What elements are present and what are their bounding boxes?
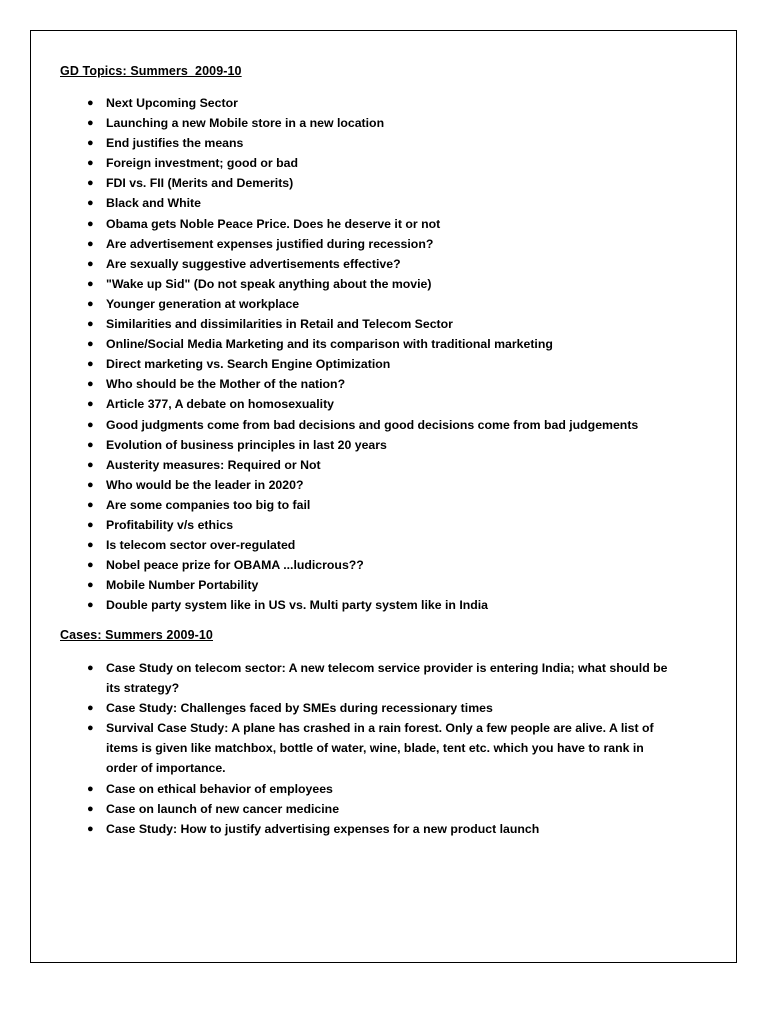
bullet-icon: ● <box>87 579 94 592</box>
item-text: Are sexually suggestive advertisements effective? <box>106 256 401 271</box>
gd-topic-item <box>0 173 768 193</box>
gd-topic-item <box>0 234 768 254</box>
bullet-icon: ● <box>87 297 94 310</box>
bullet-icon: ● <box>87 177 94 190</box>
item-text: Case Study on telecom sector: A new telecom service provider is entering India; what should be its strategy? <box>106 661 668 696</box>
gd-topic-item <box>0 394 768 414</box>
gd-topic-item <box>0 515 768 535</box>
bullet-icon: ● <box>87 438 94 451</box>
gd-topic-item <box>0 334 768 354</box>
gd-topic-item <box>0 455 768 475</box>
gd-topic-item <box>0 214 768 234</box>
gd-topic-item <box>0 153 768 173</box>
gd-topics-heading: GD Topics: Summers_2009-10 <box>60 64 242 78</box>
gd-topic-item <box>0 354 768 374</box>
item-text: Online/Social Media Marketing and its comparison with traditional marketing <box>106 337 553 352</box>
item-text: "Wake up Sid" (Do not speak anything about the movie) <box>106 276 432 291</box>
item-text: Direct marketing vs. Search Engine Optimization <box>106 357 391 372</box>
item-text: Survival Case Study: A plane has crashed in a rain forest. Only a few people are alive. A list of items is given like matchbox, bottle of water, wine, blade, tent etc. which you have to rank in order of importance. <box>106 721 654 776</box>
bullet-icon: ● <box>87 559 94 572</box>
bullet-icon: ● <box>87 318 94 331</box>
bullet-icon: ● <box>87 478 94 491</box>
item-text: Is telecom sector over-regulated <box>106 538 296 553</box>
gd-topic-item <box>0 535 768 555</box>
cases-list <box>0 658 768 839</box>
gd-topic-item <box>0 254 768 274</box>
item-text: Case on ethical behavior of employees <box>106 781 333 796</box>
item-text: FDI vs. FII (Merits and Demerits) <box>106 176 294 191</box>
bullet-icon: ● <box>87 358 94 371</box>
item-text: Younger generation at workplace <box>106 296 300 311</box>
bullet-icon: ● <box>87 197 94 210</box>
item-text: Obama gets Noble Peace Price. Does he deserve it or not <box>106 216 441 231</box>
gd-topic-item <box>0 555 768 575</box>
gd-topic-item <box>0 495 768 515</box>
item-text: Are advertisement expenses justified during recession? <box>106 236 434 251</box>
gd-topic-item <box>0 193 768 213</box>
bullet-icon: ● <box>87 539 94 552</box>
case-item <box>0 779 768 799</box>
item-text: Who should be the Mother of the nation? <box>106 377 346 392</box>
bullet-icon: ● <box>87 117 94 130</box>
bullet-icon: ● <box>87 418 94 431</box>
item-text: Article 377, A debate on homosexuality <box>106 397 335 412</box>
item-text: Launching a new Mobile store in a new location <box>106 116 385 131</box>
item-text: Similarities and dissimilarities in Retail and Telecom Sector <box>106 317 453 332</box>
bullet-icon: ● <box>87 822 94 835</box>
bullet-icon: ● <box>87 662 94 674</box>
item-text: Foreign investment; good or bad <box>106 156 298 171</box>
gd-topic-item <box>0 133 768 153</box>
bullet-icon: ● <box>87 458 94 471</box>
bullet-icon: ● <box>87 378 94 391</box>
item-text: Who would be the leader in 2020? <box>106 477 304 492</box>
bullet-icon: ● <box>87 157 94 170</box>
cases-heading: Cases: Summers 2009-10 <box>60 628 213 642</box>
bullet-icon: ● <box>87 217 94 230</box>
item-text: Next Upcoming Sector <box>106 96 238 110</box>
gd-topic-item <box>0 314 768 334</box>
gd-topic-item <box>0 575 768 595</box>
case-item <box>0 698 768 718</box>
item-text: Case Study: How to justify advertising expenses for a new product launch <box>106 821 540 836</box>
bullet-icon: ● <box>87 722 94 735</box>
item-text: Evolution of business principles in last 20 years <box>106 437 387 452</box>
item-text: Mobile Number Portability <box>106 578 259 593</box>
gd-topic-item <box>0 475 768 495</box>
item-text: End justifies the means <box>106 136 244 151</box>
item-text: Austerity measures: Required or Not <box>106 457 321 472</box>
bullet-icon: ● <box>87 398 94 411</box>
bullet-icon: ● <box>87 277 94 290</box>
gd-topic-item <box>0 93 768 113</box>
bullet-icon: ● <box>87 97 94 109</box>
bullet-icon: ● <box>87 338 94 351</box>
case-item <box>0 799 768 819</box>
item-text: Good judgments come from bad decisions and good decisions come from bad judgements <box>106 417 639 432</box>
item-text: Black and White <box>106 196 201 211</box>
bullet-icon: ● <box>87 518 94 531</box>
gd-topic-item <box>0 113 768 133</box>
item-text: Case Study: Challenges faced by SMEs during recessionary times <box>106 701 493 716</box>
gd-topics-list <box>0 93 768 615</box>
gd-topic-item <box>0 415 768 435</box>
item-text: Nobel peace prize for OBAMA ...ludicrous?? <box>106 558 364 573</box>
bullet-icon: ● <box>87 137 94 150</box>
gd-topic-item <box>0 374 768 394</box>
item-text: Profitability v/s ethics <box>106 517 234 532</box>
case-item <box>0 819 768 839</box>
bullet-icon: ● <box>87 802 94 815</box>
bullet-icon: ● <box>87 498 94 511</box>
item-text: Case on launch of new cancer medicine <box>106 801 340 816</box>
case-item <box>0 718 768 778</box>
gd-topic-item <box>0 274 768 294</box>
gd-topic-item <box>0 435 768 455</box>
bullet-icon: ● <box>87 599 94 612</box>
bullet-icon: ● <box>87 702 94 715</box>
item-text: Double party system like in US vs. Multi party system like in India <box>106 598 489 613</box>
bullet-icon: ● <box>87 257 94 270</box>
case-item <box>0 658 768 698</box>
bullet-icon: ● <box>87 237 94 250</box>
gd-topic-item <box>0 595 768 615</box>
gd-topic-item <box>0 294 768 314</box>
bullet-icon: ● <box>87 782 94 795</box>
item-text: Are some companies too big to fail <box>106 497 311 512</box>
